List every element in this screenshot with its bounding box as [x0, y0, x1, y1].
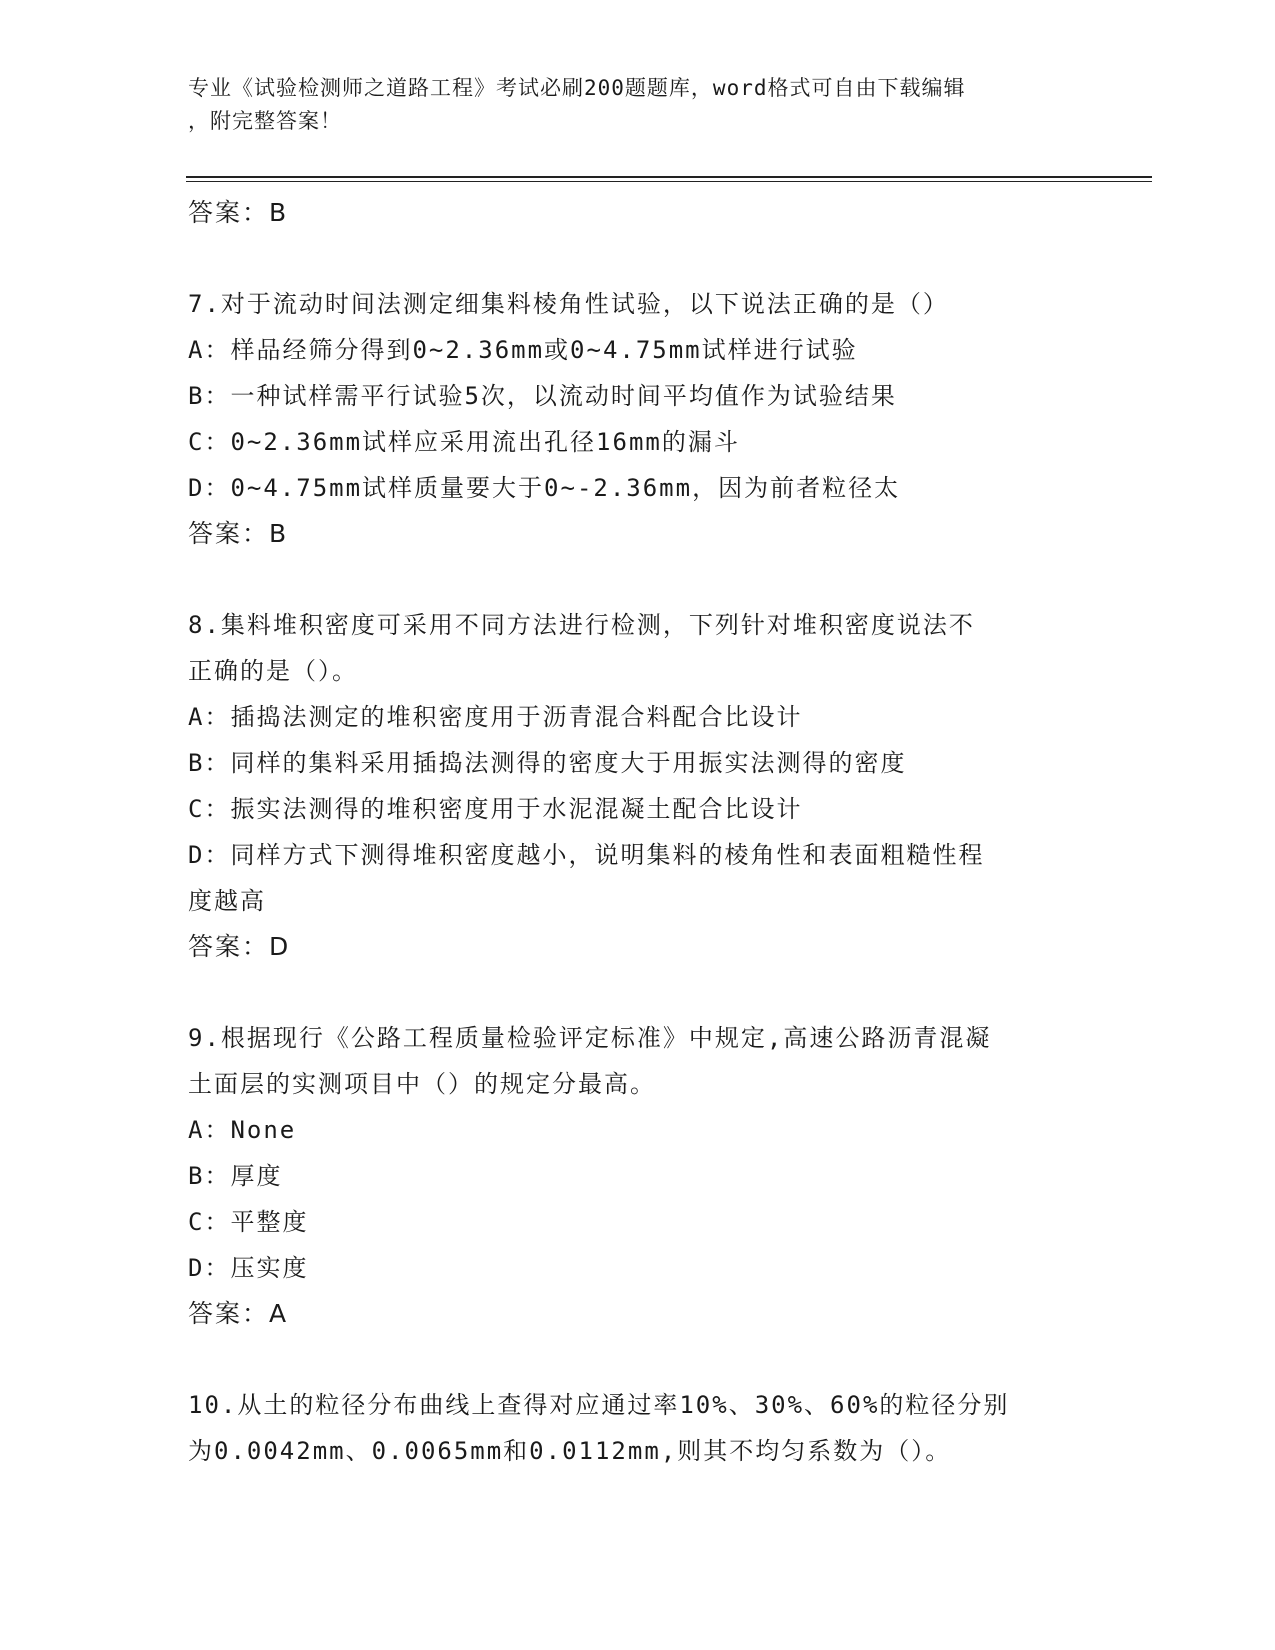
question-text-continued: 正确的是（）。 [188, 657, 358, 685]
question-text: 10.从土的粒径分布曲线上查得对应通过率10%、30%、60%的粒径分别 [188, 1391, 1010, 1419]
question-text: 8.集料堆积密度可采用不同方法进行检测，下列针对堆积密度说法不 [188, 611, 975, 639]
answer: 答案：B [188, 519, 289, 548]
option-d-continued: 度越高 [188, 887, 266, 915]
question-list [188, 190, 1088, 1474]
answer: 答案：A [188, 1299, 289, 1328]
option-a: A：None [188, 1116, 297, 1144]
page-header [188, 72, 1088, 138]
option-b: B：同样的集料采用插捣法测得的密度大于用振实法测得的密度 [188, 749, 907, 777]
question-text: 7.对于流动时间法测定细集料棱角性试验，以下说法正确的是（） [188, 290, 949, 318]
previous-answer: 答案：B [188, 198, 289, 227]
answer: 答案：D [188, 932, 291, 961]
question-text-continued: 为0.0042mm、0.0065mm和0.0112mm,则其不均匀系数为（）。 [188, 1437, 952, 1465]
header-line-2: ，附完整答案！ [188, 109, 342, 133]
question-9 [188, 1015, 1088, 1337]
option-b: B：一种试样需平行试验5次，以流动时间平均值作为试验结果 [188, 382, 897, 410]
option-d: D：0~4.75mm试样质量要大于0~-2.36mm，因为前者粒径太 [188, 474, 901, 502]
option-a: A：插捣法测定的堆积密度用于沥青混合料配合比设计 [188, 703, 803, 731]
option-a: A：样品经筛分得到0~2.36mm或0~4.75mm试样进行试验 [188, 336, 858, 364]
option-d: D：压实度 [188, 1254, 309, 1282]
question-text: 9.根据现行《公路工程质量检验评定标准》中规定,高速公路沥青混凝 [188, 1024, 992, 1052]
header-line-1: 专业《试验检测师之道路工程》考试必刷200题题库，word格式可自由下载编辑 [188, 76, 966, 100]
option-c: C：平整度 [188, 1208, 309, 1236]
option-c: C：0~2.36mm试样应采用流出孔径16mm的漏斗 [188, 428, 740, 456]
question-7 [188, 281, 1088, 557]
header-divider-thick [186, 176, 1152, 178]
option-d: D：同样方式下测得堆积密度越小，说明集料的棱角性和表面粗糙性程 [188, 841, 985, 869]
question-text-continued: 土面层的实测项目中（）的规定分最高。 [188, 1070, 656, 1098]
option-b: B：厚度 [188, 1162, 283, 1190]
question-10 [188, 1382, 1088, 1474]
question-8 [188, 602, 1088, 970]
header-divider-thin [186, 181, 1152, 182]
option-c: C：振实法测得的堆积密度用于水泥混凝土配合比设计 [188, 795, 803, 823]
